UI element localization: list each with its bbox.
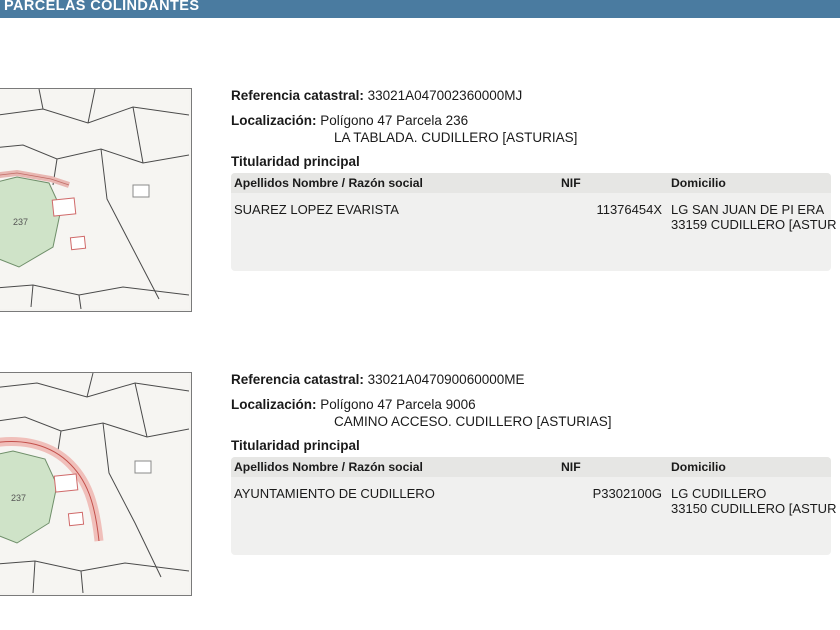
referencia-catastral-label: Referencia catastral: [231,372,364,387]
referencia-catastral-label: Referencia catastral: [231,88,364,103]
owner-domicilio-line2: 33150 CUDILLERO [ASTUR [671,501,837,516]
owners-table-header-row [231,457,831,477]
owner-name: SUAREZ LOPEZ EVARISTA [234,202,399,217]
localizacion-value-second-line: LA TABLADA. CUDILLERO [ASTURIAS] [334,130,578,145]
page-header-banner [0,0,840,18]
parcel-info [231,88,837,271]
page-title: PARCELAS COLINDANTES [4,0,200,14]
referencia-catastral-value: 33021A047002360000MJ [367,88,523,103]
localizacion-label: Localización: [231,113,317,128]
table-row [231,477,837,525]
column-header-nif: NIF [561,176,581,190]
localizacion-value-second-line: CAMINO ACCESO. CUDILLERO [ASTURIAS] [334,414,612,429]
referencia-catastral-value: 33021A047090060000ME [367,372,525,387]
titularidad-principal-heading: Titularidad principal [231,154,360,169]
cadastral-map-drawing [0,373,189,593]
parcel-map-thumbnail[interactable] [0,88,192,312]
titularidad-principal-heading: Titularidad principal [231,438,360,453]
referencia-catastral-line [231,372,831,387]
owners-table [231,457,837,555]
column-header-nombre: Apellidos Nombre / Razón social [234,460,423,474]
localizacion-value: Polígono 47 Parcela 236 [320,113,469,128]
column-header-nif: NIF [561,460,581,474]
owner-domicilio [671,486,837,516]
localizacion-label: Localización: [231,397,317,412]
owner-nif: 11376454X [596,202,662,217]
cadastral-map-drawing [0,89,189,309]
column-header-domicilio: Domicilio [671,176,726,190]
referencia-catastral-line [231,88,831,103]
table-bottom-spacer [231,525,831,555]
map-parcel-number-label: 237 [11,493,27,503]
owner-domicilio-line2: 33159 CUDILLERO [ASTUR [671,217,837,232]
owner-domicilio-line1: LG CUDILLERO [671,486,767,501]
owners-table-header-row [231,173,831,193]
table-bottom-spacer [231,241,831,271]
owner-domicilio-line1: LG SAN JUAN DE PI ERA [671,202,825,217]
column-header-domicilio: Domicilio [671,460,726,474]
owner-domicilio [671,202,837,232]
owner-nif: P3302100G [592,486,662,501]
localizacion-value: Polígono 47 Parcela 9006 [320,397,476,412]
owners-table [231,173,837,271]
localizacion-line [231,113,831,128]
owner-name: AYUNTAMIENTO DE CUDILLERO [234,486,435,501]
parcel-info [231,372,837,555]
table-row [231,193,837,241]
localizacion-line [231,397,831,412]
column-header-nombre: Apellidos Nombre / Razón social [234,176,423,190]
map-parcel-number-label: 237 [13,217,29,227]
parcel-map-thumbnail[interactable] [0,372,192,596]
